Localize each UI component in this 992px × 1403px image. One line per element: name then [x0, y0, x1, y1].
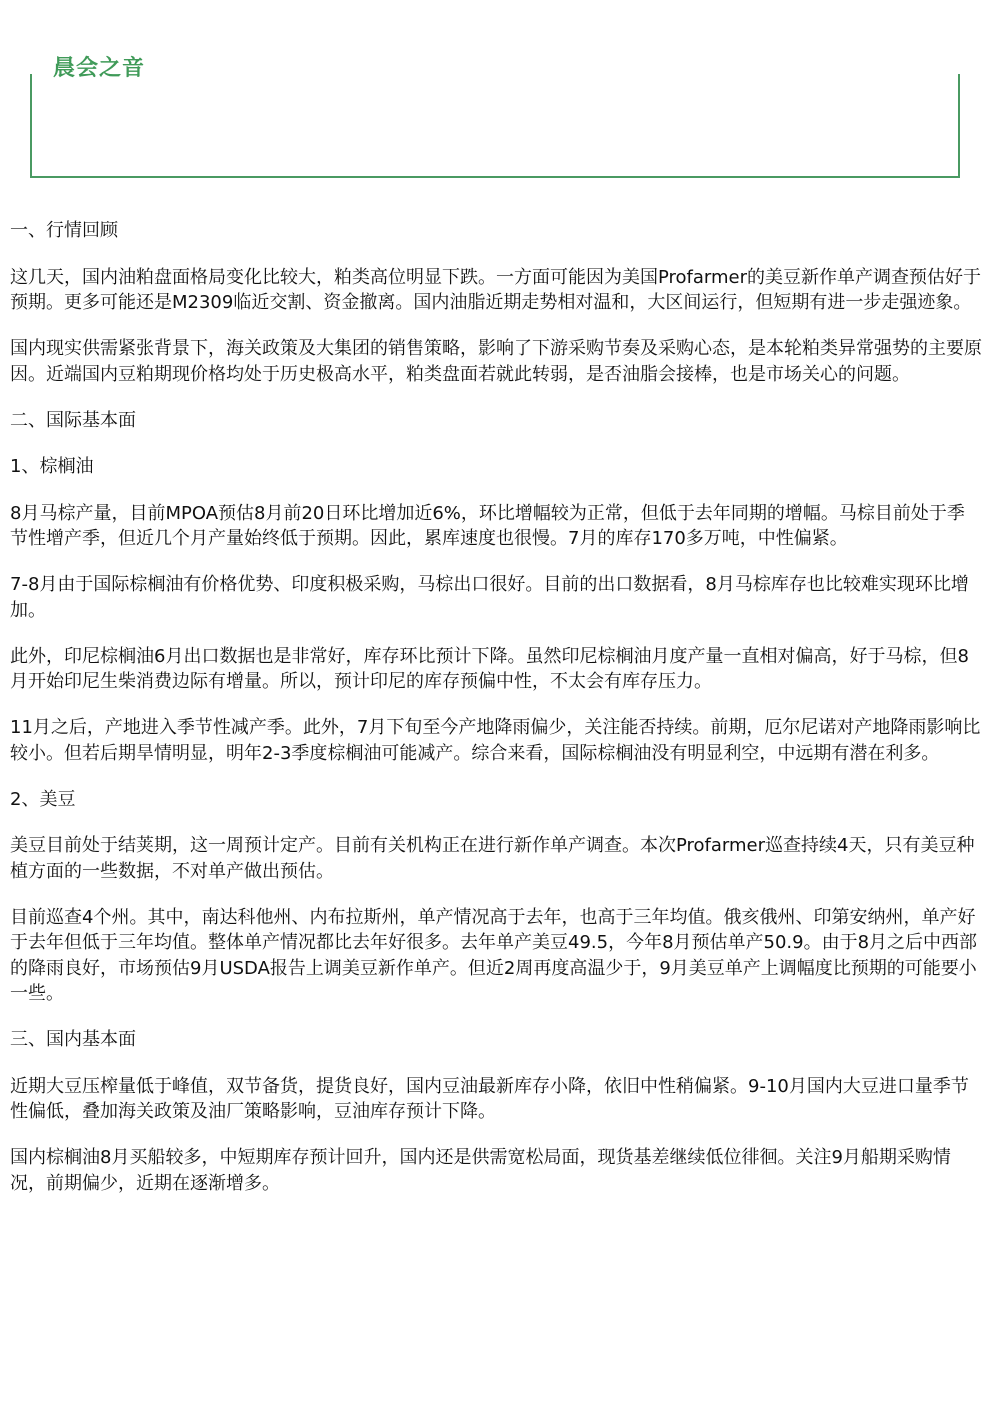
subsection-heading: 2、美豆 [10, 788, 76, 810]
section-heading: 一、行情回顾 [10, 220, 118, 241]
paragraph: 国内现实供需紧张背景下，海关政策及大集团的销售策略，影响了下游采购节奏及采购心态，是本轮粕类异常强势的主要原因。近端国内豆粕期现价格均处于历史极高水平，粕类盘面若就此转弱，是否油脂会接棒，也是市场关心的问题。 [10, 338, 982, 385]
paragraph: 美豆目前处于结荚期，这一周预计定产。目前有关机构正在进行新作单产调查。本次Profarmer巡查持续4天，只有美豆种植方面的一些数据，不对单产做出预估。 [10, 835, 975, 882]
paragraph: 11月之后，产地进入季节性减产季。此外，7月下旬至今产地降雨偏少，关注能否持续。前期，厄尔尼诺对产地降雨影响比较小。但若后期旱情明显，明年2-3季度棕榈油可能减产。综合来看，国际棕榈油没有明显利空，中远期有潜在利多。 [10, 717, 981, 764]
paragraph: 国内棕榈油8月买船较多，中短期库存预计回升，国内还是供需宽松局面，现货基差继续低位徘徊。关注9月船期采购情况，前期偏少，近期在逐渐增多。 [10, 1147, 951, 1194]
paragraph: 近期大豆压榨量低于峰值，双节备货，提货良好，国内豆油最新库存小降，依旧中性稍偏紧。9-10月国内大豆进口量季节性偏低，叠加海关政策及油厂策略影响，豆油库存预计下降。 [10, 1075, 969, 1122]
subsection-heading: 1、棕榈油 [10, 456, 94, 477]
article-body [10, 218, 982, 1217]
page-title: 晨会之音 [53, 56, 146, 81]
paragraph: 7-8月由于国际棕榈油有价格优势、印度积极采购，马棕出口很好。目前的出口数据看，8月马棕库存也比较难实现环比增加。 [10, 574, 969, 621]
section-heading: 三、国内基本面 [10, 1029, 136, 1050]
paragraph: 8月马棕产量，目前MPOA预估8月前20日环比增加近6%，环比增幅较为正常，但低于去年同期的增幅。马棕目前处于季节性增产季，但近几个月产量始终低于预期。因此，累库速度也很慢。7月的库存170多万吨，中性偏紧。 [10, 502, 965, 549]
paragraph: 这几天，国内油粕盘面格局变化比较大，粕类高位明显下跌。一方面可能因为美国Profarmer的美豆新作单产调查预估好于预期。更多可能还是M2309临近交割、资金撤离。国内油脂近期走势相对温和，大区间运行，但短期有进一步走强迹象。 [10, 266, 982, 313]
section-heading: 二、国际基本面 [10, 409, 136, 431]
paragraph: 此外，印尼棕榈油6月出口数据也是非常好，库存环比预计下降。虽然印尼棕榈油月度产量一直相对偏高，好于马棕，但8月开始印尼生柴消费边际有增量。所以，预计印尼的库存预偏中性，不太会有库存压力。 [10, 645, 969, 692]
paragraph: 目前巡查4个州。其中，南达科他州、内布拉斯州，单产情况高于去年，也高于三年均值。俄亥俄州、印第安纳州，单产好于去年但低于三年均值。整体单产情况都比去年好很多。去年单产美豆49.5，今年8月预估单产50.9。由于8月之后中西部的降雨良好，市场预估9月USDA报告上调美豆新作单产。但近2周再度高温少于，9月美豆单产上调幅度比预期的可能要小一些。 [10, 906, 978, 1004]
header-frame [30, 74, 960, 178]
